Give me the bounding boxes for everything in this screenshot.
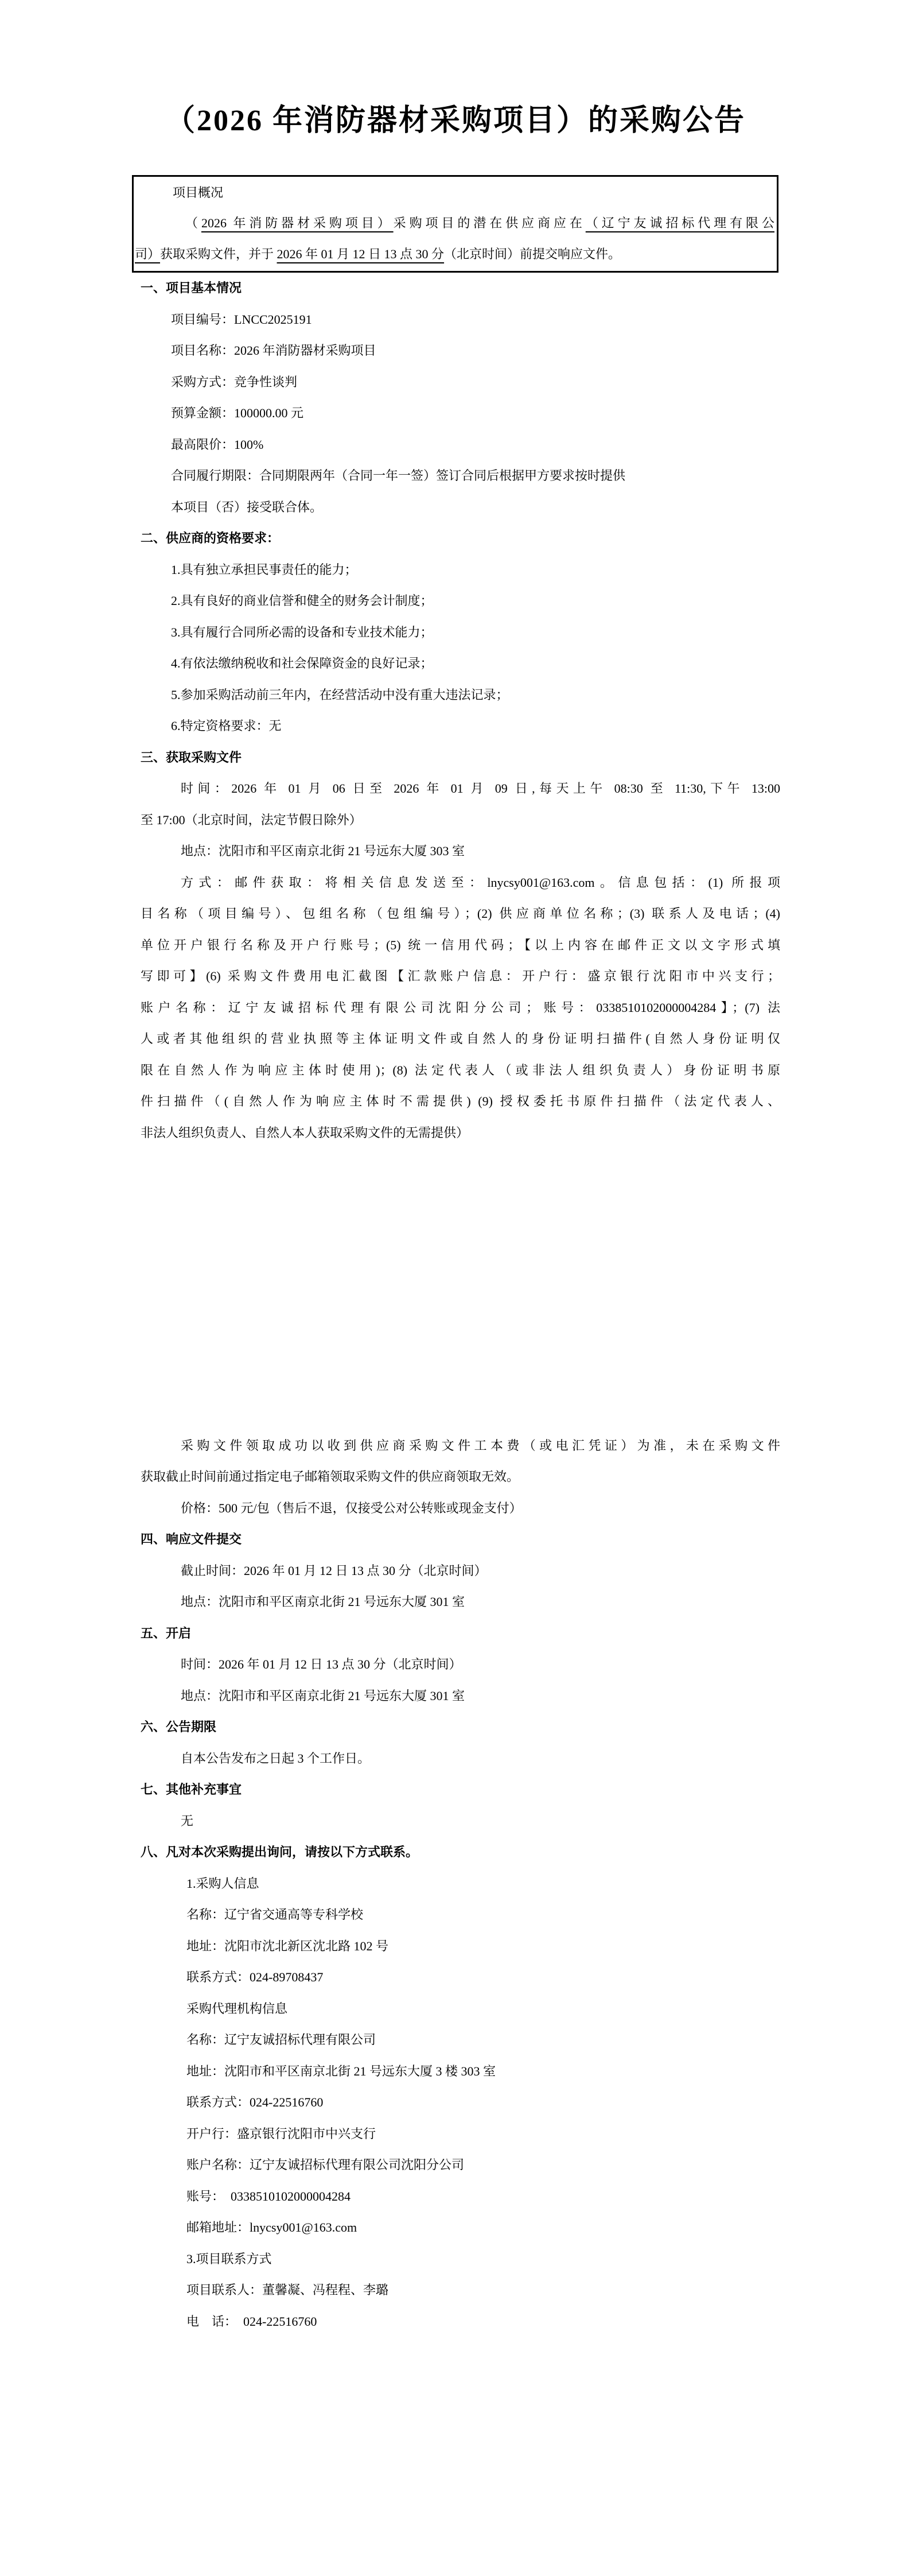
page-title: （2026 年消防器材采购项目）的采购公告 [165,104,746,137]
underlined-blank: 2026 年消防器材采购项目） [201,216,394,230]
section-heading: 二、供应商的资格要求： [141,531,280,545]
section-heading: 四、响应文件提交 [141,1532,242,1546]
section-heading: 三、获取采购文件 [141,750,242,765]
project-overview-box [132,175,778,273]
doc-line: 开户行：盛京银行沈阳市中兴支行 [186,2126,376,2141]
doc-line: 方式：邮件获取：将相关信息发送至：lnycsy001@163.com。信息包括：(1) 所报项 [181,875,780,890]
section-heading: 一、项目基本情况 [141,281,242,295]
doc-line: 项目名称：2026 年消防器材采购项目 [171,343,376,358]
doc-line: 合同履行期限：合同期限两年（合同一年一签）签订合同后根据甲方要求按时提供 [171,468,626,483]
doc-line: 名称：辽宁友诚招标代理有限公司 [186,2032,376,2047]
doc-line: 3.项目联系方式 [186,2251,272,2266]
document-body [141,273,780,2337]
underlined-blank: （辽宁友诚招标代理有限公 [585,216,774,230]
text-segment: 获取采购文件，并于 [160,247,277,261]
text-segment: （北京时间）前提交响应文件。 [444,247,621,261]
doc-line: 账号： 0338510102000004284 [186,2189,351,2203]
doc-line: 无 [181,1813,194,1828]
overview-paragraph-line-1 [135,208,774,239]
doc-line: 1.采购人信息 [186,1876,259,1891]
doc-line: 价格：500 元/包（售后不退，仅接受公对公转账或现金支付） [181,1500,522,1515]
doc-line: 账户名称：辽宁友诚招标代理有限公司沈阳分公司；账号：0338510102000004284】；(7) 法 [141,1000,780,1015]
section-heading: 五、开启 [141,1625,192,1640]
doc-line: 本项目（否）接受联合体。 [171,499,323,514]
section-heading: 七、其他补充事宜 [141,1782,242,1797]
doc-line: 目名称（项目编号）、包组名称（包组编号）；(2) 供应商单位名称；(3) 联系人及电话；(4) [141,906,780,921]
doc-line: 采购方式：竞争性谈判 [171,374,298,389]
section-heading: 八、凡对本次采购提出询问，请按以下方式联系。 [141,1845,419,1859]
doc-line: 预算金额：100000.00 元 [171,406,304,420]
doc-line: 采购代理机构信息 [186,2001,288,2016]
doc-line: 名称：辽宁省交通高等专科学校 [186,1907,364,1922]
doc-line: 项目联系人：董馨凝、冯程程、李璐 [186,2283,389,2297]
underlined-blank: 2026 年 01 月 12 日 13 点 30 分 [277,247,445,261]
overview-paragraph-line-2 [135,239,774,270]
doc-line: 联系方式：024-22516760 [186,2095,324,2109]
doc-line: 写即可】(6) 采购文件费用电汇截图【汇款账户信息：开户行：盛京银行沈阳市中兴支行； [141,969,780,983]
doc-line: 最高限价：100% [171,437,264,452]
doc-line: 地点：沈阳市和平区南京北街 21 号远东大厦 301 室 [181,1595,465,1609]
doc-line: 账户名称：辽宁友诚招标代理有限公司沈阳分公司 [186,2158,465,2172]
doc-line: 2.具有良好的商业信誉和健全的财务会计制度； [171,593,433,608]
doc-line: 6.特定资格要求：无 [171,719,282,733]
doc-line: 人或者其他组织的营业执照等主体证明文件或自然人的身份证明扫描件(自然人身份证明仅 [141,1031,780,1046]
doc-line: 地址：沈阳市和平区南京北街 21 号远东大厦 3 楼 303 室 [186,2063,496,2078]
doc-line: 时间：2026 年 01 月 06 日至 2026 年 01 月 09 日,每天上午 08:30 至 11:30,下午 13:00 [181,781,780,796]
doc-line: 采购文件领取成功以收到供应商采购文件工本费（或电汇凭证）为准，未在采购文件 [181,1438,780,1453]
text-segment: 采购项目的潜在供应商应在 [393,216,586,230]
document-content [0,175,911,2337]
doc-line: 1.具有独立承担民事责任的能力； [171,562,357,577]
doc-line: 件扫描件（(自然人作为响应主体时不需提供) (9) 授权委托书原件扫描件（法定代表人、 [141,1094,780,1108]
underlined-blank: 司） [135,247,161,261]
blank-space [141,1149,780,1430]
doc-line: 3.具有履行合同所必需的设备和专业技术能力； [171,624,433,639]
doc-line: 至 17:00（北京时间，法定节假日除外） [141,812,362,827]
text-segment: （ [185,216,201,230]
doc-line: 地点：沈阳市和平区南京北街 21 号远东大厦 303 室 [181,844,465,858]
doc-line: 截止时间：2026 年 01 月 12 日 13 点 30 分（北京时间） [181,1563,487,1578]
doc-line: 时间：2026 年 01 月 12 日 13 点 30 分（北京时间） [181,1657,462,1671]
doc-line: 非法人组织负责人、自然人本人获取采购文件的无需提供） [141,1125,469,1140]
doc-line: 限在自然人作为响应主体时使用)；(8) 法定代表人（或非法人组织负责人）身份证明书原 [141,1062,780,1077]
doc-line: 4.有依法缴纳税收和社会保障资金的良好记录； [171,656,433,670]
doc-line: 获取截止时间前通过指定电子邮箱领取采购文件的供应商领取无效。 [141,1469,520,1484]
doc-line: 5.参加采购活动前三年内，在经营活动中没有重大违法记录； [171,687,509,702]
doc-line: 地址：沈阳市沈北新区沈北路 102 号 [186,1938,389,1953]
doc-line: 电 话： 024-22516760 [186,2314,317,2329]
doc-line: 联系方式：024-89708437 [186,1970,324,1984]
doc-line: 邮箱地址：lnycsy001@163.com [186,2220,357,2234]
doc-line: 项目编号：LNCC2025191 [171,312,312,327]
doc-line: 自本公告发布之日起 3 个工作日。 [181,1751,371,1766]
doc-line: 单位开户银行名称及开户行账号；(5) 统一信用代码；【以上内容在邮件正文以文字形式填 [141,937,780,952]
section-heading: 六、公告期限 [141,1720,217,1734]
doc-line: 地点：沈阳市和平区南京北街 21 号远东大厦 301 室 [181,1688,465,1703]
overview-heading: 项目概况 [173,185,224,200]
